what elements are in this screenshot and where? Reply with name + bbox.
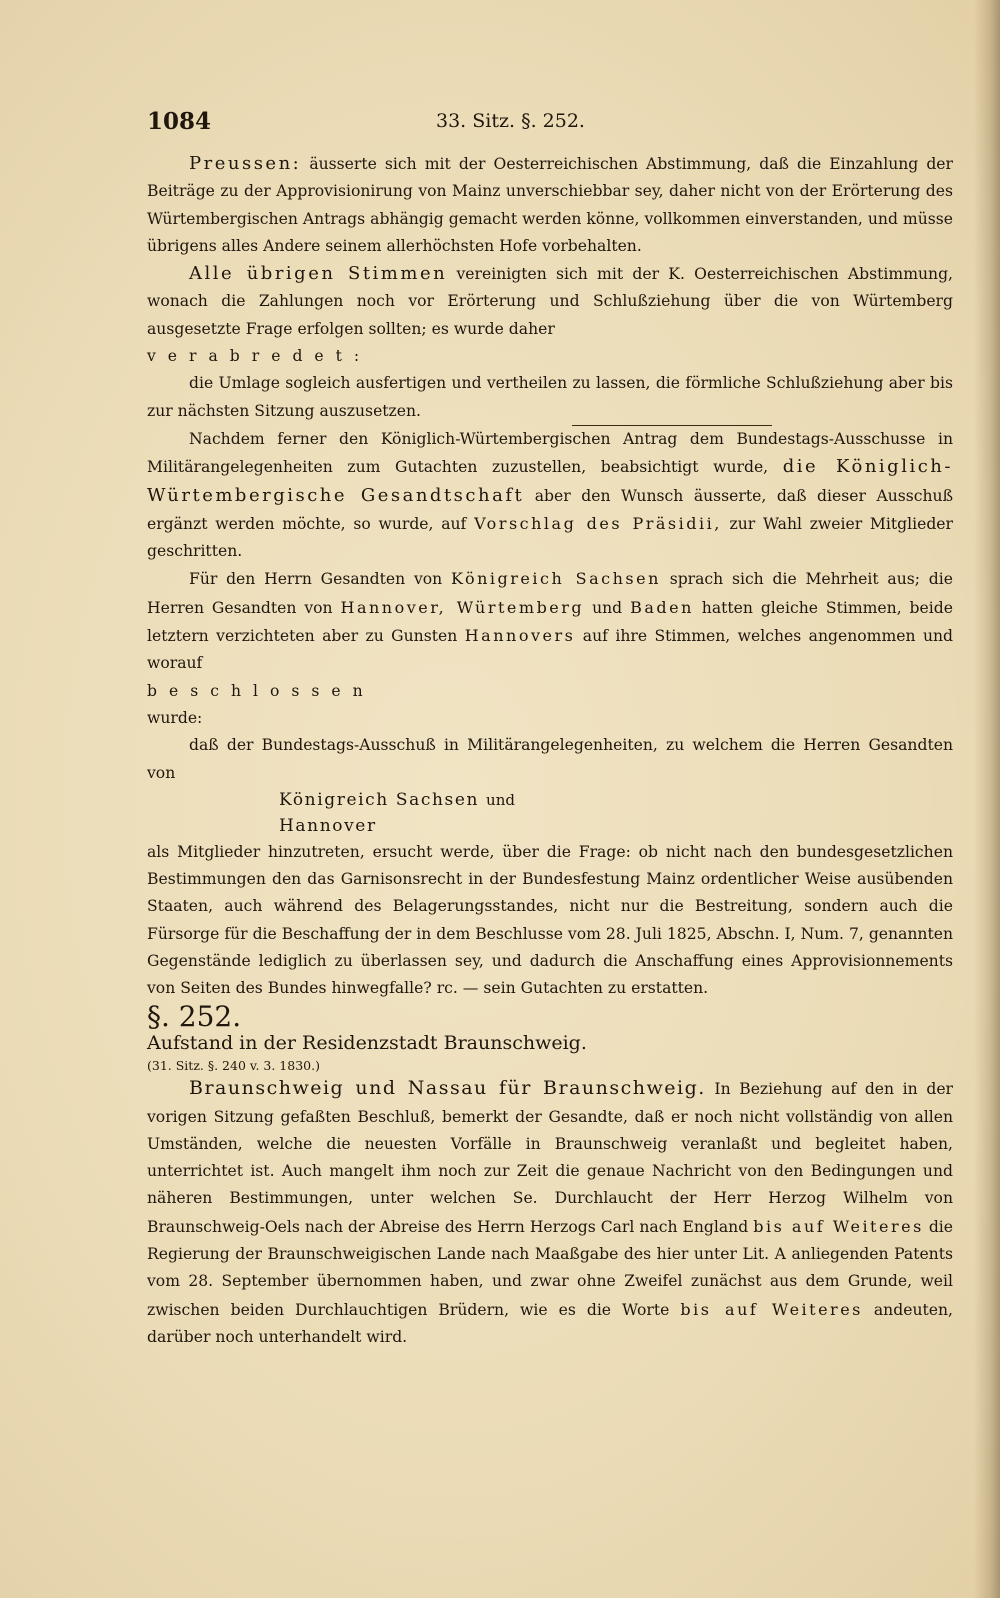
- paragraph-text: sprach sich die Mehrheit aus; die Herren Gesandten von: [147, 570, 953, 617]
- emphasis-bis-auf-weiteres: bis auf Weiteres: [753, 1216, 924, 1236]
- wurde-line: wurde:: [147, 708, 203, 727]
- paragraph-text: und: [592, 598, 623, 617]
- paragraph-text: In Beziehung auf den in der vorigen Sitzung gefaßten Beschluß, bemerkt der Gesandte, daß er noch nicht vollständig von allen Umständen, welche die neuesten Vorfälle in Braunschweig veranlaßt und begleitet haben, unterrichtet ist. Auch mangelt ihm noch zur Zeit die genaue Nachricht von den Bedingungen und näheren Bestimmungen, unter welchen Se. Durchlaucht der Herr Herzog Wilhelm von Braunschweig-Oels nach der Abreise des Herrn Herzogs Carl nach England: [147, 1080, 953, 1236]
- body-text: [147, 150, 953, 1351]
- lead-alle-stimmen: Alle übrigen Stimmen: [189, 263, 448, 285]
- section-reference: (31. Sitz. §. 240 v. 3. 1830.): [147, 1058, 320, 1074]
- name-hannover: Hannover: [279, 815, 377, 836]
- paragraph-mitglieder: als Mitglieder hinzutreten, ersucht werde, über die Frage: ob nicht nach den bundesgesetzlichen Bestimmungen den das Garnisonsrecht in der Bundesfestung Mainz ordentlicher Weise ausübenden Staaten, auch während des Belagerungsstandes, nicht nur die Bestreitung, sondern auch die Fürsorge für die Beschaffung der in dem Beschlusse vom 28. Juli 1825, Abschn. I, Num. 7, genannten Gegenstände lediglich zu überlassen sey, und dadurch die Anschaffung eines Approvisionnements von Seiten des Bundes hinwegfalle? rc. — sein Gutachten zu erstatten.: [147, 842, 953, 998]
- paragraph-text: hatten gleiche Stimmen, beide letztern verzichteten aber zu Gunsten: [147, 598, 953, 646]
- paragraph-umlage: die Umlage sogleich ausfertigen und vertheilen zu lassen, die förmliche Schlußziehung aber bis zur nächsten Sitzung auszusetzen.: [147, 374, 953, 420]
- name-und: und: [486, 790, 515, 809]
- emphasis-baden: Baden: [630, 597, 694, 617]
- verabredet-heading: verabredet:: [147, 347, 372, 366]
- name-sachsen: Königreich Sachsen: [279, 789, 480, 810]
- emphasis-praesidii: Vorschlag des Präsidii,: [474, 513, 722, 533]
- paragraph-text: andeuten, darüber noch unterhandelt wird.: [147, 1300, 953, 1346]
- paragraph-text: auf ihre Stimmen, welches angenommen und worauf: [147, 627, 954, 673]
- emphasis-gesandtschaft: die Königlich-Würtembergische Gesandtschaft: [147, 456, 953, 506]
- emphasis-hannover-wuertemberg: Hannover, Würtemberg: [340, 597, 585, 617]
- paragraph-text: die Regierung der Braunschweigischen Lande nach Maaßgabe des hier unter Lit. A anliegenden Patents vom 28. September übernommen haben, und zwar ohne Zweifel zunächst aus dem Grunde, weil zwischen beiden Durchlauchtigen Brüdern, wie es die Worte: [147, 1217, 954, 1319]
- emphasis-sachsen: Königreich Sachsen: [450, 569, 661, 589]
- page-edge-shadow: [974, 0, 1000, 1598]
- paragraph-nachdem: [147, 426, 953, 565]
- lead-braunschweig: Braunschweig und Nassau für Braunschweig.: [189, 1077, 706, 1100]
- paragraph-braunschweig: [147, 1075, 953, 1351]
- beschlossen-heading: beschlossen: [147, 681, 375, 700]
- emphasis-bis-auf-weiteres-2: bis auf Weiteres: [680, 1299, 863, 1319]
- paragraph-text: aber den Wunsch äusserte, daß dieser Ausschuß ergänzt werden möchte, so wurde, auf: [147, 486, 953, 533]
- paragraph-text: zur Wahl zweier Mitglieder geschritten.: [147, 514, 953, 561]
- paragraph-fuer-den: [147, 565, 953, 677]
- paragraph-ausschuss: daß der Bundestags-Ausschuß in Militärangelegenheiten, zu welchem die Herren Gesandten von: [147, 736, 953, 782]
- paragraph-text: vereinigten sich mit der K. Oesterreichischen Abstimmung, wonach die Zahlungen noch vor Erörterung und Schlußziehung über die von Würtemberg ausgesetzte Frage erfolgen sollten; es wurde daher: [147, 265, 954, 338]
- paragraph-text: Nachdem ferner den Königlich-Würtembergischen Antrag dem Bundestags-Ausschusse in Militärangelegenheiten zum Gutachten zuzustellen, beabsichtigt wurde,: [147, 429, 953, 477]
- lead-preussen: Preussen:: [189, 153, 302, 174]
- member-names: [147, 787, 953, 839]
- page-header: [147, 108, 947, 138]
- page-number: 1084: [147, 108, 212, 135]
- paragraph-text: Für den Herrn Gesandten von: [189, 570, 443, 589]
- running-head: 33. Sitz. §. 252.: [436, 110, 585, 132]
- paragraph-preussen: [147, 150, 953, 260]
- section-number: §. 252.: [147, 999, 242, 1033]
- paragraph-alle-stimmen: [147, 260, 953, 343]
- emphasis-hannovers: Hannovers: [464, 626, 576, 646]
- paragraph-text: äusserte sich mit der Oesterreichischen Abstimmung, daß die Einzahlung der Beiträge zu der Approvisionirung von Mainz unverschiebbar sey, daher nicht von der Erörterung des Würtembergischen Antrags abhängig gemacht werden könne, vollkommen einverstanden, und müsse übrigens alles Andere seinem allerhöchsten Hofe vorbehalten.: [147, 155, 953, 255]
- section-title: Aufstand in der Residenzstadt Braunschweig.: [147, 1031, 587, 1054]
